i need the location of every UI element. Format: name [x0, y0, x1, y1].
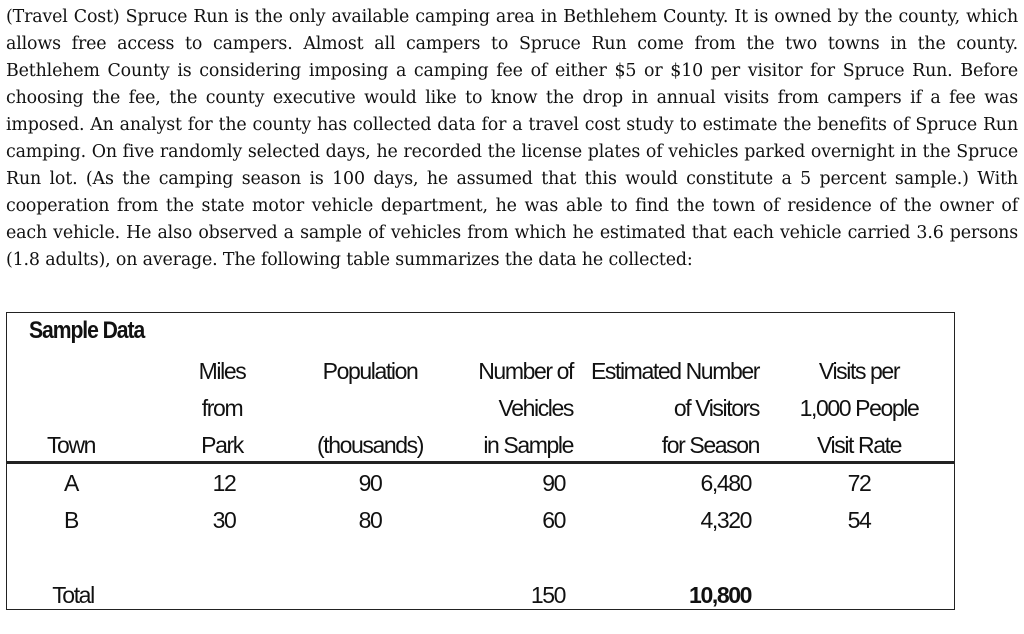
header-population-line3: (thousands)	[316, 432, 424, 458]
header-vehicles-line1: Number of	[478, 358, 573, 384]
cell-visit-rate: 72	[847, 470, 871, 496]
header-vehicles-line2: Vehicles	[498, 395, 573, 421]
header-miles-line1: Miles	[198, 358, 246, 384]
header-vehicles-line3: in Sample	[483, 432, 573, 458]
cell-miles: 12	[212, 470, 236, 496]
cell-vehicles: 90	[542, 470, 565, 496]
total-label: Total	[52, 582, 94, 608]
table-total-row	[7, 577, 954, 614]
sample-data-table	[6, 312, 955, 610]
total-visitors: 10,800	[689, 582, 751, 608]
header-town: Town	[46, 432, 96, 458]
table-title: Sample Data	[29, 317, 145, 344]
header-visit-rate-line2: 1,000 People	[799, 395, 919, 421]
problem-text: (Travel Cost) Spruce Run is the only available camping area in Bethlehem County. It is owned by the county, which allows free access to campers. Almost all campers to Spruce Run come from the two towns in the county. Bethlehem County is considering imposing a camping fee of either $5 or $10 per visitor for Spruce Run. Before choosing the fee, the county executive would like to know the drop in annual visits from campers if a fee was imposed. An analyst for the county has collected data for a travel cost study to estimate the benefits of Spruce Run camping. On five randomly selected days, he recorded the license plates of vehicles parked overnight in the Spruce Run lot. (As the camping season is 100 days, he assumed that this would constitute a 5 percent sample.) With cooperation from the state motor vehicle department, he was able to find the town of residence of the owner of each vehicle. He also observed a sample of vehicles from which he estimated that each vehicle carried 3.6 persons (1.8 adults), on average. The following table summarizes the data he collected:	[6, 7, 1018, 270]
cell-population: 80	[358, 507, 382, 533]
cell-town: B	[64, 507, 78, 533]
cell-miles: 30	[212, 507, 236, 533]
total-vehicles: 150	[530, 582, 565, 608]
header-visit-rate-line1: Visits per	[818, 358, 900, 384]
header-population-line1: Population	[322, 358, 418, 384]
table-row	[7, 502, 954, 539]
cell-visitors: 6,480	[700, 470, 751, 496]
cell-visit-rate: 54	[847, 507, 871, 533]
header-miles-line3: Park	[201, 432, 243, 458]
cell-town: A	[64, 470, 78, 496]
header-miles-line2: from	[201, 395, 243, 421]
header-visit-rate-line3: Visit Rate	[816, 432, 902, 458]
cell-visitors: 4,320	[700, 507, 751, 533]
header-divider	[7, 461, 954, 464]
header-visitors-line1: Estimated Number	[590, 358, 759, 384]
table-row	[7, 465, 954, 502]
cell-population: 90	[358, 470, 382, 496]
header-visitors-line3: for Season	[661, 432, 759, 458]
header-visitors-line2: of Visitors	[673, 395, 759, 421]
cell-vehicles: 60	[542, 507, 565, 533]
